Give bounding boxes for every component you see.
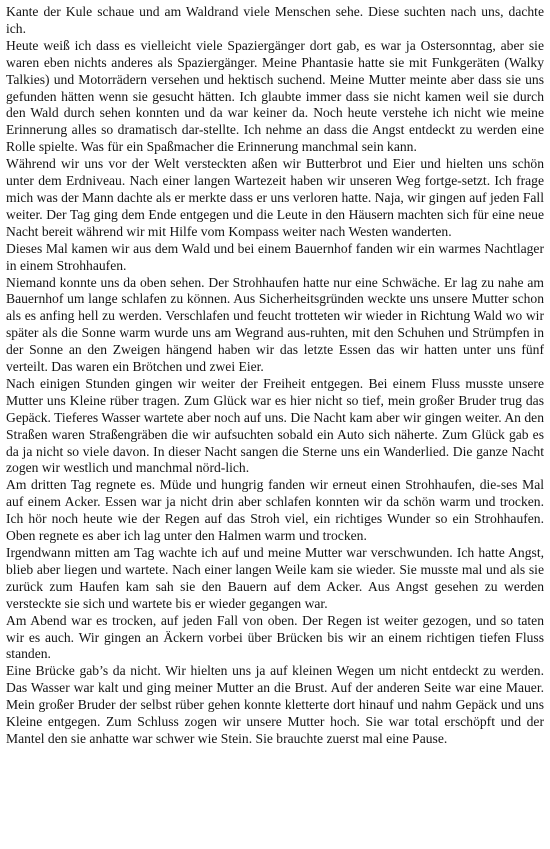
- paragraph: Dieses Mal kamen wir aus dem Wald und bei einem Bauernhof fanden wir ein warmes Nachtlager in einem Strohhaufen.: [6, 240, 544, 273]
- paragraph: Niemand konnte uns da oben sehen. Der Strohhaufen hatte nur eine Schwäche. Er lag zu nahe am Bauernhof um lange schlafen zu können. Aus Sicherheitsgründen weckte uns unsere Mutter schon als es anfing hell zu werden. Verschlafen und feucht trotteten wir wieder in Richtung Wald wo wir später als die Sonne warm wurde uns am Wegrand aus-ruhten, mit den Schuhen und Strümpfen in der Sonne an den Zweigen hängend haben wir das letzte Essen das wir hatten unter uns fünf verteilt. Das waren ein Brötchen und zwei Eier.: [6, 274, 544, 375]
- paragraph: Während wir uns vor der Welt versteckten aßen wir Butterbrot und Eier und hielten uns schön unter dem Erdniveau. Nach einer langen Wartezeit haben wir unseren Weg fortge-setzt. Ich frage mich was der Mann dachte als er merkte dass er uns verloren hatte. Naja, wir gingen auf jeden Fall weiter. Der Tag ging dem Ende entgegen und die Leute in den Häusern machten sich für eine neue Nacht bereit während wir mit Hilfe vom Kompass weiter nach Westen wanderten.: [6, 156, 544, 239]
- paragraph: Eine Brücke gab’s da nicht. Wir hielten uns ja auf kleinen Wegen um nicht entdeckt zu werden. Das Wasser war kalt und ging meiner Mutter an die Brust. Auf der anderen Seite war eine Mauer. Mein großer Bruder der selbst rüber gehen konnte kletterte dort hinauf und nahm Gepäck und uns Kleine entgegen. Zum Schluss zogen wir unsere Mutter hoch. Sie war total erschöpft und der Mantel den sie anhatte war schwer wie Stein. Sie brauchte zuerst mal eine Pause.: [6, 663, 544, 746]
- paragraph: Nach einigen Stunden gingen wir weiter der Freiheit entgegen. Bei einem Fluss musste unsere Mutter uns Kleine rüber tragen. Zum Glück war es hier nicht so tief, mein großer Bruder trug das Gepäck. Tieferes Wasser wartete aber noch auf uns. Die Nacht kam aber wir gingen weiter. An den Straßen waren Straßengräben die wir aufsuchten sobald ein Auto sich näherte. Zum Glück gab es da ja nicht so viele davon. In dieser Nacht sangen die Sterne uns ein Wanderlied. Die ganze Nacht zogen wir westlich und manchmal nörd-lich.: [6, 375, 544, 476]
- paragraph: Heute weiß ich dass es vielleicht viele Spaziergänger dort gab, es war ja Ostersonntag, aber sie waren eben nichts anderes als Spaziergänger. Meine Phantasie hatte sie mit Funkgeräten (Walky Talkies) und Motorrädern versehen und hektisch suchend. Meine Mutter meinte aber dass sie uns gefunden hätten wenn sie gesucht hätten. Ich glaubte immer dass sie nicht kamen weil sie durch den Wald durch sehen konnten und da war keiner da. Noch heute verstehe ich nicht wie meine Erinnerung alles so dramatisch dar-stellte. Ich nehme an dass die Angst entdeckt zu werden eine Rolle spielte. Was für ein Spaßmacher die Erinnerung manchmal sein kann.: [6, 37, 544, 155]
- paragraph: Am Abend war es trocken, auf jeden Fall von oben. Der Regen ist weiter gezogen, und so taten wir es auch. Wir gingen an Äckern vorbei über Brücken bis wir an einem richtigen tiefen Fluss standen.: [6, 612, 544, 662]
- paragraph: Kante der Kule schaue und am Waldrand viele Menschen sehe. Diese suchten nach uns, dachte ich.: [6, 4, 544, 36]
- paragraph: Am dritten Tag regnete es. Müde und hungrig fanden wir erneut einen Strohhaufen, die-ses Mal auf einem Acker. Essen war ja nicht drin aber schlafen konnten wir da schön warm und trocken. Ich hör noch heute wie der Regen auf das Stroh viel, ein richtiges Wunder so ein Strohhaufen. Oben regnete es aber ich lag unter den Halmen warm und trocken.: [6, 477, 544, 544]
- paragraph: Irgendwann mitten am Tag wachte ich auf und meine Mutter war verschwunden. Ich hatte Angst, blieb aber liegen und wartete. Nach einer langen Weile kam sie wieder. Sie musste mal und als sie zurück zum Haufen kam sah sie den Bauern auf dem Acker. Aus Angst gesehen zu werden versteckte sie sich und wartete bis er wieder gegangen war.: [6, 545, 544, 611]
- document-body: [6, 4, 544, 748]
